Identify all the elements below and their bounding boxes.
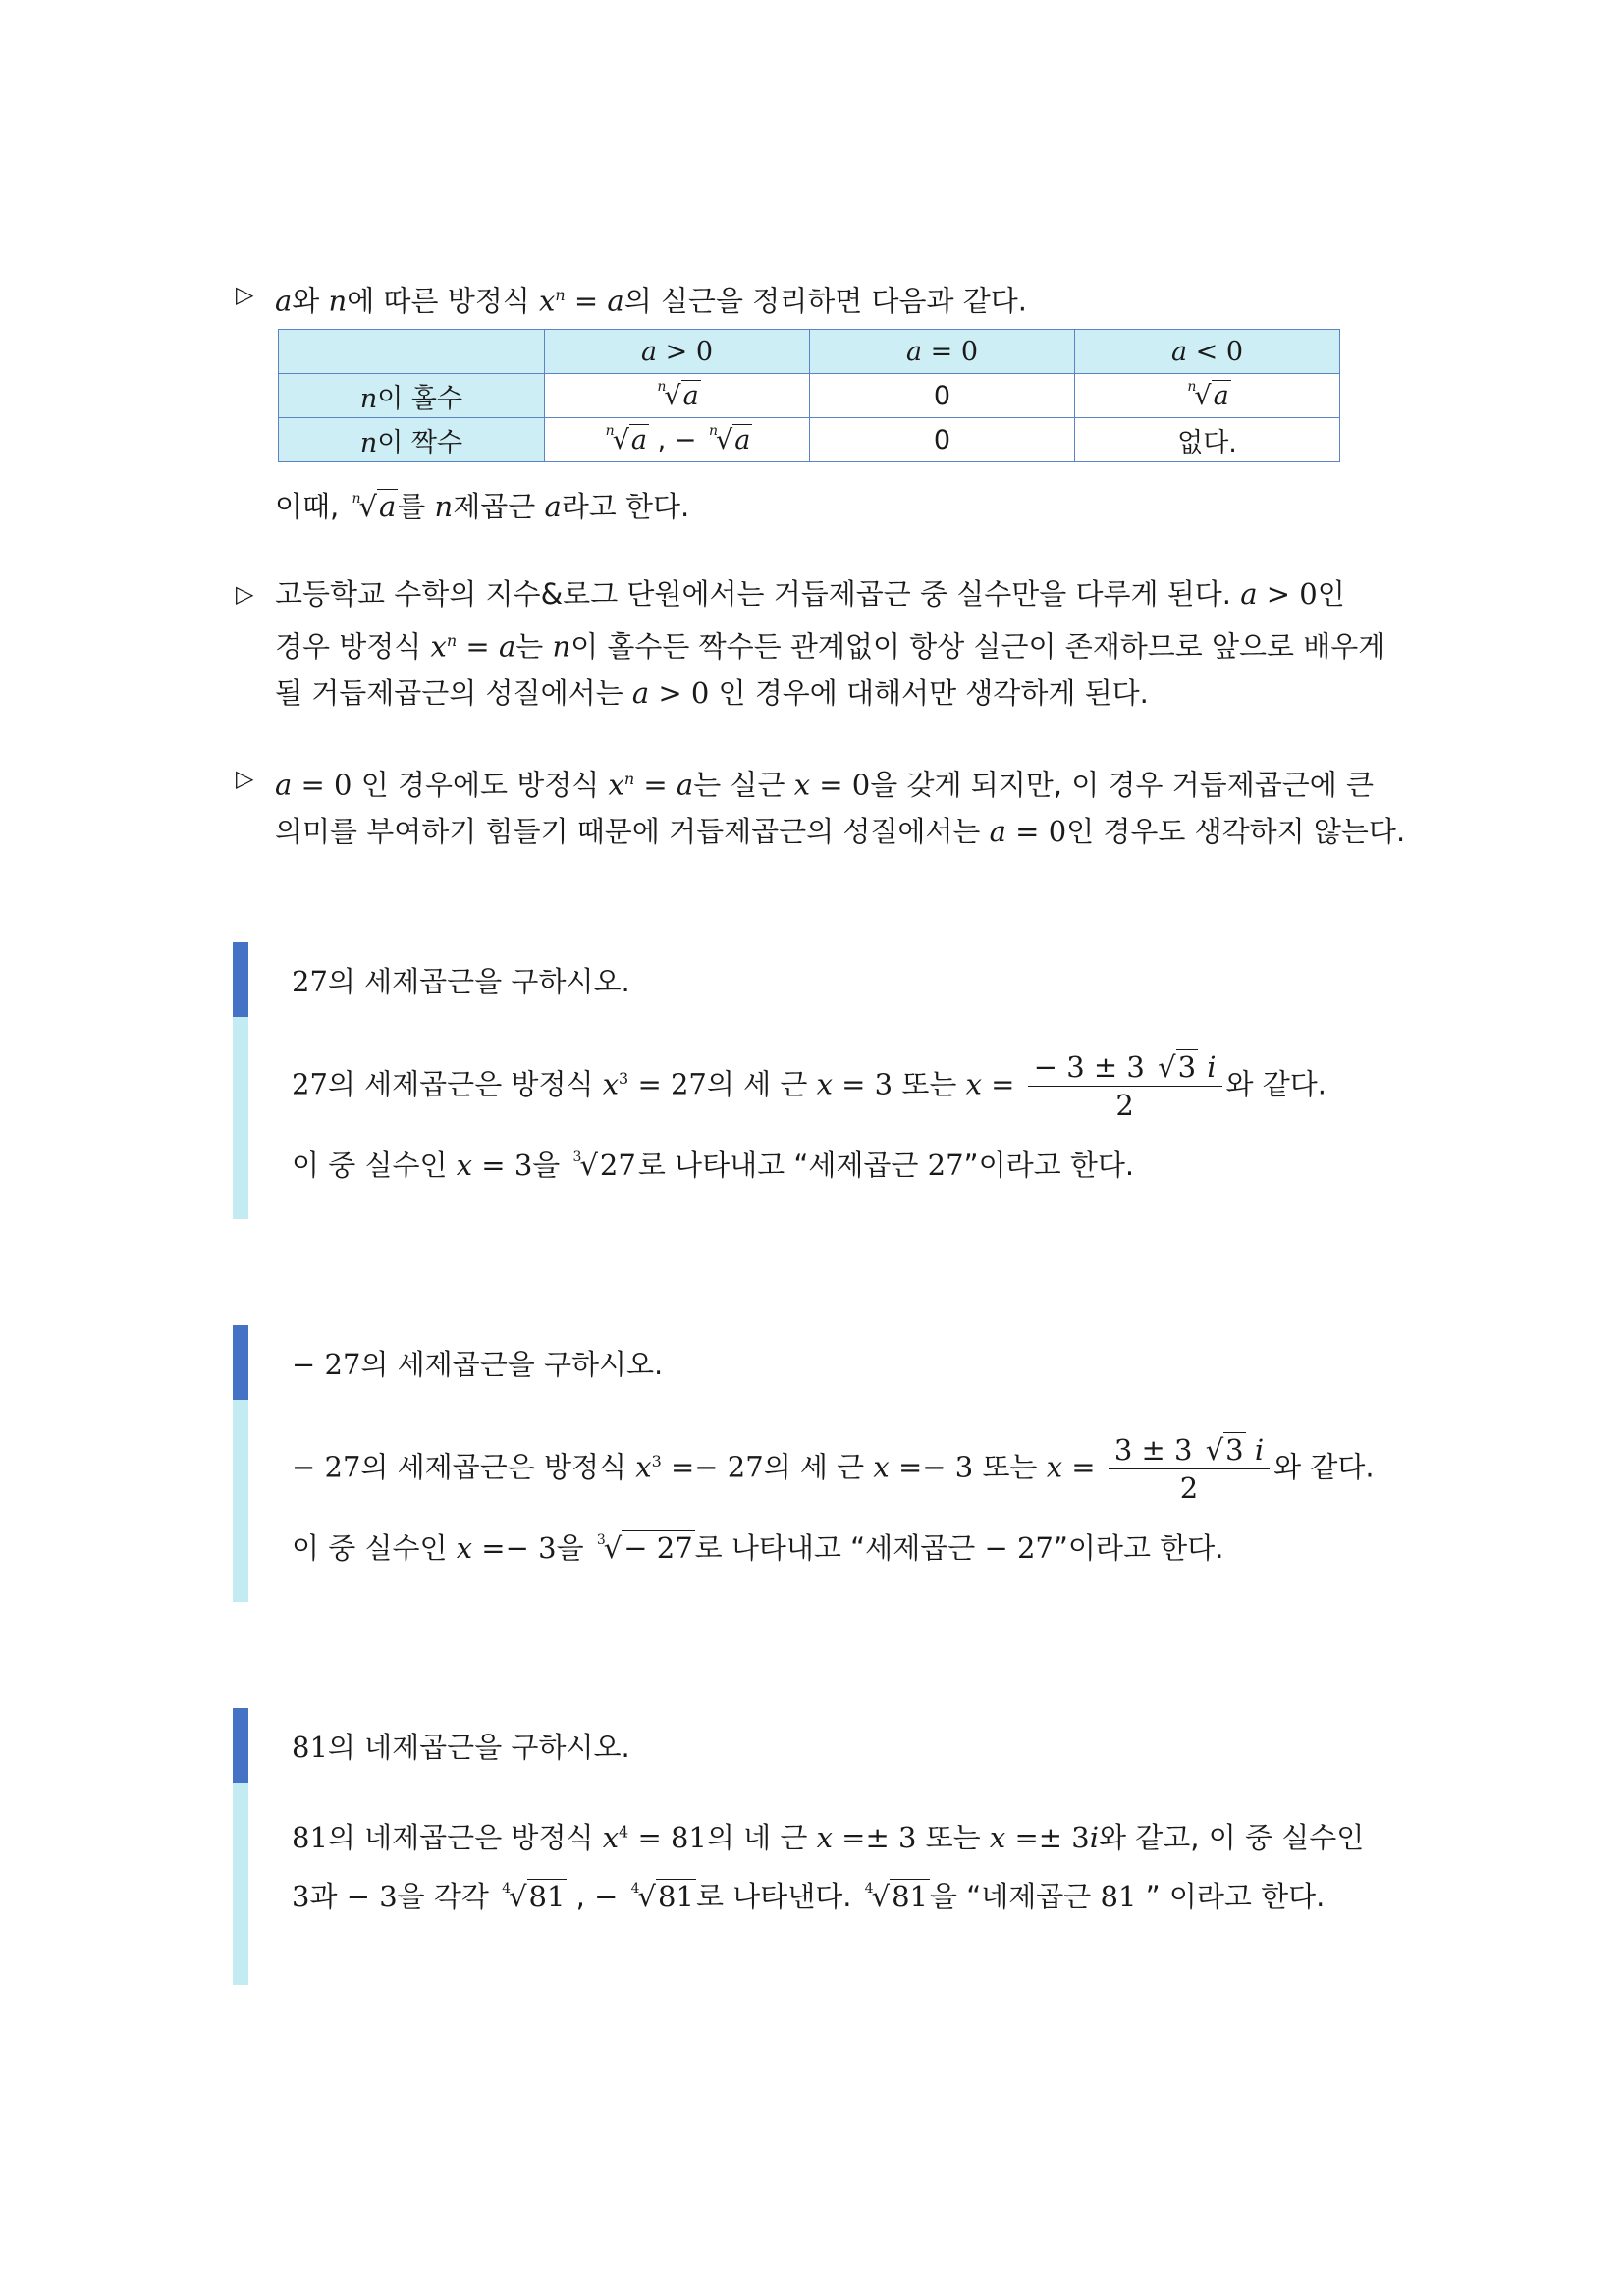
table-header-a-pos: a > 0 (545, 330, 810, 374)
example-answer-line-2: 3과 − 3을 각각 $^4$√81 , − $^4$√81로 나타낸다. $^4$√81을 “네제곱근 81 ” 이라고 한다. (292, 1880, 1326, 1913)
table-cell: 0 (810, 418, 1075, 462)
table-cell: $^n$√a , − $^n$√a (545, 418, 810, 462)
table-header-a-neg: a < 0 (1075, 330, 1340, 374)
table-header-a-zero: a = 0 (810, 330, 1075, 374)
bullet-1 (236, 272, 1027, 325)
table-header-row (279, 330, 1340, 374)
bullet-3-text: a = 0 인 경우에도 방정식 $x^n = a$는 실근 x = 0을 갖게 되지만, 이 경우 거듭제곱근에 큰 의미를 부여하기 힘들기 때문에 거듭제곱근의 성질에서는 a = 0인 경우도 생각하지 않는다. (275, 768, 1406, 848)
example-question: 27의 세제곱근을 구하시오. (292, 965, 630, 998)
answer-bar (233, 1017, 248, 1219)
example-answer-line-1: 81의 네제곱근은 방정식 $x^4 = 81$의 네 근 x =± 3 또는 x =± 3i와 같고, 이 중 실수인 (292, 1821, 1365, 1854)
table-cell: 0 (810, 374, 1075, 418)
answer-bar (233, 1783, 248, 1985)
example-answer-line-2: 이 중 실수인 x =− 3을 $^3$√− 27로 나타내고 “세제곱근 − 27”이라고 한다. (292, 1531, 1224, 1565)
bullet-3 (236, 756, 1405, 855)
example-answer-line-1: 27의 세제곱근은 방정식 $x^3 = 27$의 세 근 x = 3 또는 x = $\frac{- 3 \pm 3 √3 i}{2}$ 와 같다. (292, 1050, 1326, 1122)
table-row (279, 374, 1340, 418)
table-header-empty (279, 330, 545, 374)
bullet-2 (236, 571, 1385, 717)
example-box-3 (233, 1708, 1391, 1985)
triangle-bullet-icon: ▷ (236, 765, 254, 792)
question-bar (233, 942, 248, 1017)
table-row (279, 418, 1340, 462)
table-cell: 없다. (1075, 418, 1340, 462)
example-box-1 (233, 942, 1391, 1219)
question-bar (233, 1708, 248, 1783)
bullet-1-text: a와 n에 따른 방정식 $x^n = a$의 실근을 정리하면 다음과 같다. (275, 284, 1027, 318)
bullet-2-text: 고등학교 수학의 지수&로그 단원에서는 거듭제곱근 중 실수만을 다루게 된다. a > 0인 경우 방정식 $x^n = a$는 n이 홀수든 짝수든 관계없이 항상 실근이 존재하므로 앞으로 배우게 될 거듭제곱근의 성질에서는 a > 0 인 경우에 대해서만 생각하게 된다. (275, 577, 1386, 710)
example-question: 81의 네제곱근을 구하시오. (292, 1731, 630, 1764)
table-row-label-even: n이 짝수 (279, 418, 545, 462)
triangle-bullet-icon: ▷ (236, 580, 254, 608)
triangle-bullet-icon: ▷ (236, 281, 254, 308)
table-row-label-odd: n이 홀수 (279, 374, 545, 418)
roots-table (278, 329, 1340, 462)
example-answer-line-2: 이 중 실수인 x = 3을 $^3$√27로 나타내고 “세제곱근 27”이라고 한다. (292, 1148, 1135, 1182)
note-line: 이때, $^n$√a를 n제곱근 a라고 한다. (275, 490, 690, 523)
example-box-2 (233, 1325, 1391, 1602)
table-cell: $^n$√a (545, 374, 810, 418)
answer-bar (233, 1400, 248, 1602)
question-bar (233, 1325, 248, 1400)
example-question: − 27의 세제곱근을 구하시오. (292, 1348, 664, 1381)
example-answer-line-1: − 27의 세제곱근은 방정식 $x^3 =- 27$의 세 근 x =− 3 또는 x = $\frac{3 \pm 3 √3 i}{2}$ 와 같다. (292, 1433, 1375, 1505)
table-cell: $^n$√a (1075, 374, 1340, 418)
